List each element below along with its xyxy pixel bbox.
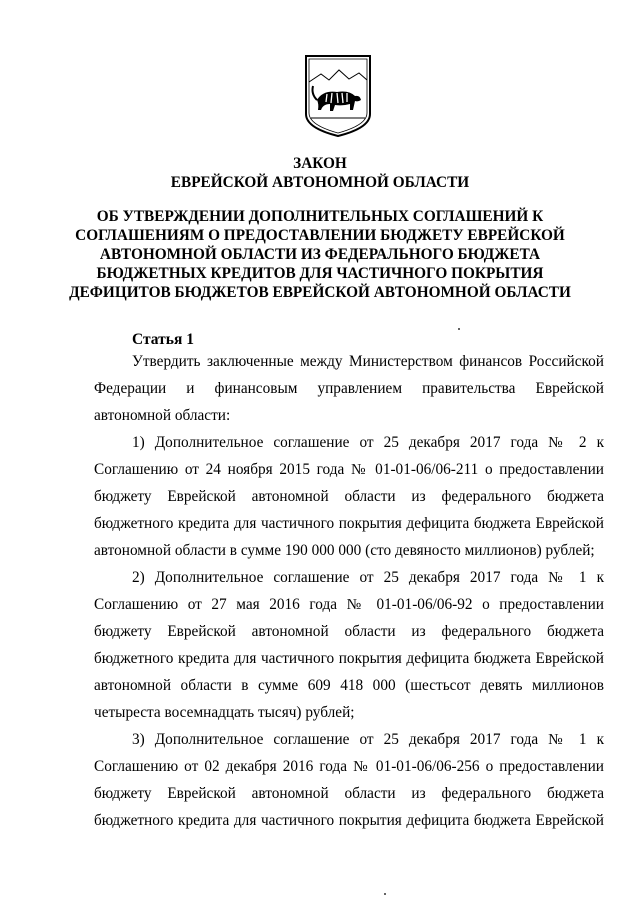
coat-of-arms-tiger-icon — [303, 54, 373, 138]
text-line: Федерации и финансовым управлением правительства Еврейской — [94, 380, 604, 397]
text-line: Утвердить заключенные между Министерством финансов Российской — [132, 353, 604, 370]
list-item-3 — [94, 726, 604, 834]
text-line: 2) Дополнительное соглашение от 25 декабря 2017 года № 1 к — [132, 569, 604, 586]
text-line: 3) Дополнительное соглашение от 25 декабря 2017 года № 1 к — [132, 731, 604, 748]
text-line: бюджету Еврейской автономной области из федерального бюджета — [94, 623, 604, 640]
list-item-2 — [94, 564, 604, 726]
text-line: автономной области в сумме 190 000 000 (сто девяносто миллионов) рублей; — [94, 542, 595, 559]
text-line: бюджетного кредита для частичного покрытия дефицита бюджета Еврейской — [94, 812, 604, 829]
text-line: бюджету Еврейской автономной области из федерального бюджета — [94, 488, 604, 505]
scan-speck — [384, 893, 386, 895]
text-line: Соглашению от 24 ноября 2015 года № 01-01-06/06-211 о предоставлении — [94, 461, 604, 478]
subtitle-line: ДЕФИЦИТОВ БЮДЖЕТОВ ЕВРЕЙСКОЙ АВТОНОМНОЙ ОБЛАСТИ — [69, 284, 571, 301]
article-body — [94, 348, 604, 834]
text-line: бюджетного кредита для частичного покрытия дефицита бюджета Еврейской — [94, 650, 604, 667]
text-line: автономной области: — [94, 407, 231, 424]
title-line: ЕВРЕЙСКОЙ АВТОНОМНОЙ ОБЛАСТИ — [170, 174, 470, 191]
article-heading: Статья 1 — [132, 331, 194, 348]
subtitle-line: АВТОНОМНОЙ ОБЛАСТИ ИЗ ФЕДЕРАЛЬНОГО БЮДЖЕТА — [99, 246, 541, 263]
text-line: автономной области в сумме 609 418 000 (шестьсот девять миллионов — [94, 677, 604, 694]
law-subtitle — [60, 207, 580, 302]
title-line: ЗАКОН — [293, 155, 347, 172]
list-item-1 — [94, 429, 604, 564]
law-title — [60, 154, 580, 192]
subtitle-line: ОБ УТВЕРЖДЕНИИ ДОПОЛНИТЕЛЬНЫХ СОГЛАШЕНИЙ К — [96, 208, 544, 225]
scan-speck — [458, 328, 460, 330]
text-line: Соглашению от 02 декабря 2016 года № 01-01-06/06-256 о предоставлении — [94, 758, 604, 775]
subtitle-line: БЮДЖЕТНЫХ КРЕДИТОВ ДЛЯ ЧАСТИЧНОГО ПОКРЫТИЯ — [96, 265, 544, 282]
text-line: 1) Дополнительное соглашение от 25 декабря 2017 года № 2 к — [132, 434, 604, 451]
text-line: бюджетного кредита для частичного покрытия дефицита бюджета Еврейской — [94, 515, 604, 532]
text-line: четыреста восемнадцать тысяч) рублей; — [94, 704, 355, 721]
subtitle-line: СОГЛАШЕНИЯМ О ПРЕДОСТАВЛЕНИИ БЮДЖЕТУ ЕВРЕЙСКОЙ — [75, 227, 565, 244]
intro-paragraph — [94, 348, 604, 429]
text-line: бюджету Еврейской автономной области из федерального бюджета — [94, 785, 604, 802]
text-line: Соглашению от 27 мая 2016 года № 01-01-06/06-92 о предоставлении — [94, 596, 604, 613]
